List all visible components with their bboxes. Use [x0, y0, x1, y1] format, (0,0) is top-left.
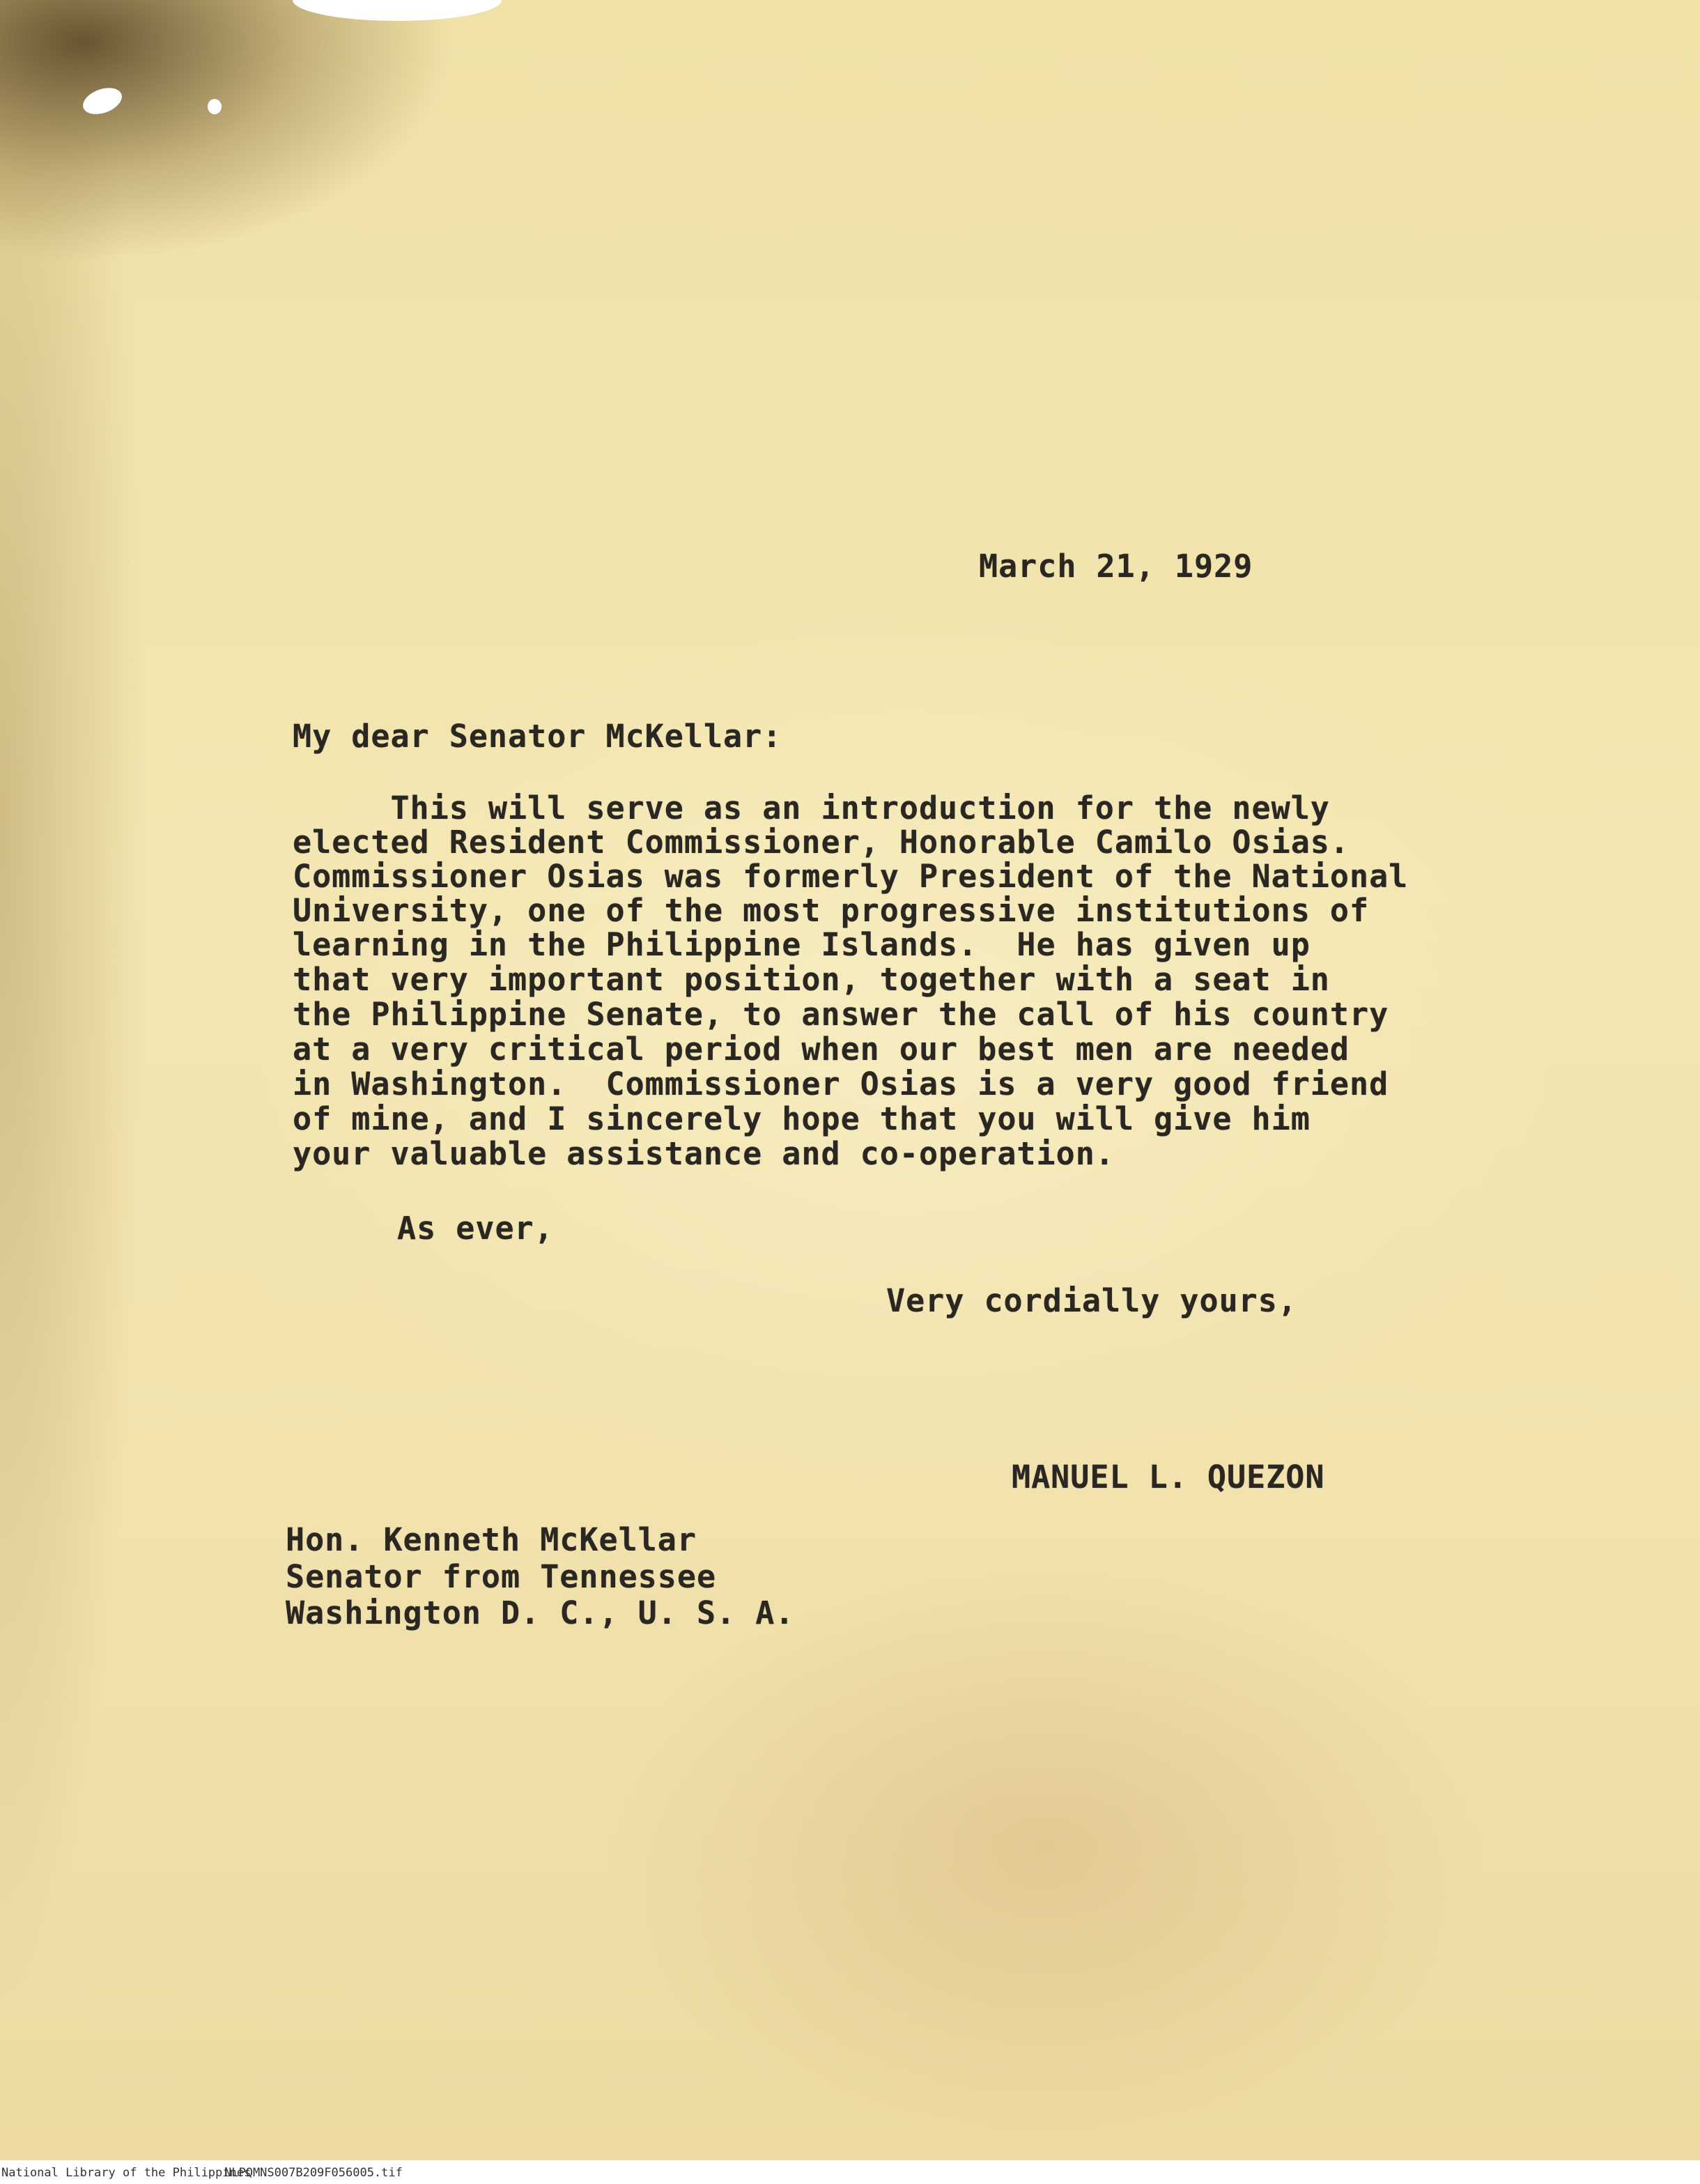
body-line: at a very critical period when our best men are needed: [293, 1031, 1350, 1068]
paper-hole: [208, 99, 222, 114]
body-line: Commissioner Osias was formerly President of the National: [293, 858, 1409, 895]
footer-institution: National Library of the Philippines: [1, 2166, 252, 2180]
body-line: learning in the Philippine Islands. He has given up: [293, 926, 1311, 963]
signature-name: MANUEL L. QUEZON: [1012, 1459, 1325, 1495]
closing-remark: As ever,: [397, 1210, 554, 1247]
recipient-line: Hon. Kenneth McKellar: [286, 1521, 697, 1558]
recipient-line: Washington D. C., U. S. A.: [286, 1594, 795, 1631]
footer-filename: NLPQMNS007B209F056005.tif: [224, 2166, 403, 2180]
body-line: in Washington. Commissioner Osias is a very good friend: [293, 1066, 1389, 1102]
complimentary-close: Very cordially yours,: [886, 1282, 1297, 1319]
scan-footer: [0, 2160, 1700, 2184]
body-line: elected Resident Commissioner, Honorable Camilo Osias.: [293, 824, 1350, 861]
letter-date: March 21, 1929: [979, 548, 1253, 585]
paper-hole: [79, 83, 125, 119]
body-line: that very important position, together with a seat in: [293, 961, 1330, 998]
body-line: the Philippine Senate, to answer the call of his country: [293, 996, 1389, 1033]
recipient-line: Senator from Tennessee: [286, 1558, 717, 1595]
body-line: your valuable assistance and co-operation.: [293, 1135, 1115, 1172]
body-line: University, one of the most progressive institutions of: [293, 892, 1370, 929]
body-line: This will serve as an introduction for the newly: [293, 790, 1330, 826]
paper-tear: [293, 0, 502, 21]
body-line: of mine, and I sincerely hope that you will give him: [293, 1100, 1311, 1137]
letter-salutation: My dear Senator McKellar:: [293, 718, 782, 755]
